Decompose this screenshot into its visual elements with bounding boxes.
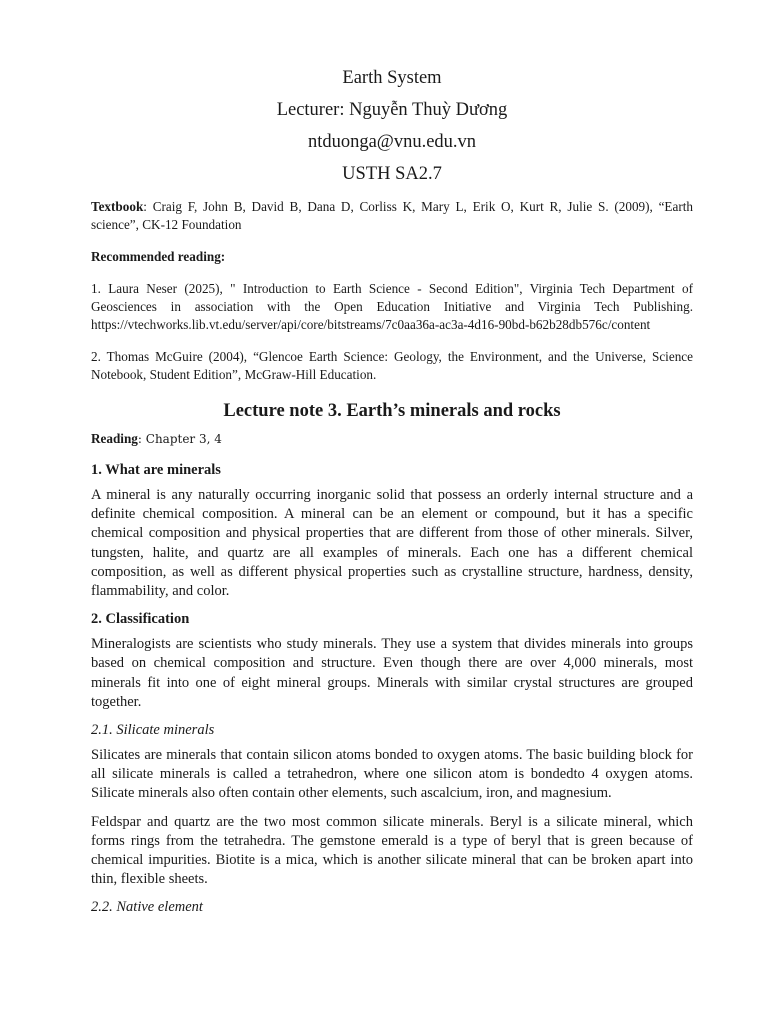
section-2-heading: 2. Classification bbox=[91, 611, 190, 628]
reading-value: : Chapter 3, 4 bbox=[137, 432, 222, 446]
section-1-paragraph: A mineral is any naturally occurring inorganic solid that possess an orderly internal structure and a definite chemical composition. A mineral can be an element or compound, but it has a specific chemical composition and physical properties that are different from those of other minerals. Silver, tungsten, halite, and quartz are all examples of minerals. Each one has a different chemical composition, as well as different physical properties such as crystalline structure, hardness, density, flammability, and color. bbox=[91, 487, 693, 600]
reading-line bbox=[91, 430, 693, 448]
section-2-1-heading: 2.1. Silicate minerals bbox=[91, 722, 215, 739]
section-2-paragraph: Mineralogists are scientists who study minerals. They use a system that divides minerals into groups based on chemical composition and structure. Even though there are over 4,000 minerals, most minerals fit into one of eight mineral groups. Minerals with similar crystal structures are grouped together. bbox=[91, 636, 693, 710]
recommended-item-1: 1. Laura Neser (2025), " Introduction to Earth Science - Second Edition", Virginia Tech Department of Geosciences in association with the Open Education Initiative and Virginia Tech Publishing. https://vtechworks.lib.vt.edu/server/api/core/bitstreams/7c0aa36a-ac3a-4d16-90bd-b62b28db576c/content bbox=[91, 281, 693, 332]
reading-label: Reading bbox=[91, 431, 138, 446]
lecture-title: Lecture note 3. Earth’s minerals and rocks bbox=[223, 401, 561, 421]
recommended-item-2: 2. Thomas McGuire (2004), “Glencoe Earth Science: Geology, the Environment, and the Universe, Science Notebook, Student Edition”, McGraw-Hill Education. bbox=[91, 349, 693, 382]
textbook-text: : Craig F, John B, David B, Dana D, Corliss K, Mary L, Erik O, Kurt R, Julie S. (2009), “Earth science”, CK-12 Foundation bbox=[91, 199, 693, 232]
section-2-2-heading: 2.2. Native element bbox=[91, 899, 203, 916]
textbook-line bbox=[91, 198, 693, 234]
document-page bbox=[91, 62, 693, 917]
textbook-label: Textbook bbox=[91, 199, 144, 214]
section-2-1-paragraph-2: Feldspar and quartz are the two most common silicate minerals. Beryl is a silicate mineral, which forms rings from the tetrahedra. The gemstone emerald is a type of beryl that is green because of chemical impurities. Biotite is a mica, which is another silicate mineral that can be broken apart into thin, flexible sheets. bbox=[91, 813, 693, 888]
course-title: Earth System bbox=[342, 68, 442, 88]
section-1-heading: 1. What are minerals bbox=[91, 462, 221, 478]
recommended-heading: Recommended reading: bbox=[91, 249, 226, 264]
course-code: USTH SA2.7 bbox=[342, 164, 442, 184]
lecturer-name: Lecturer: Nguyễn Thuỳ Dương bbox=[276, 100, 508, 120]
section-2-1-paragraph-1: Silicates are minerals that contain silicon atoms bonded to oxygen atoms. The basic building block for all silicate minerals is called a tetrahedron, where one silicon atom is bondedto 4 oxygen atoms. Silicate minerals also often contain other elements, such ascalcium, iron, and magnesium. bbox=[91, 747, 693, 802]
recommended-url: https://vtechworks.lib.vt.edu/server/api/core/bitstreams/7c0aa36a-ac3a-4d16-90bd-b62b28db576c/content bbox=[91, 317, 651, 332]
lecturer-email: ntduonga@vnu.edu.vn bbox=[307, 132, 477, 152]
